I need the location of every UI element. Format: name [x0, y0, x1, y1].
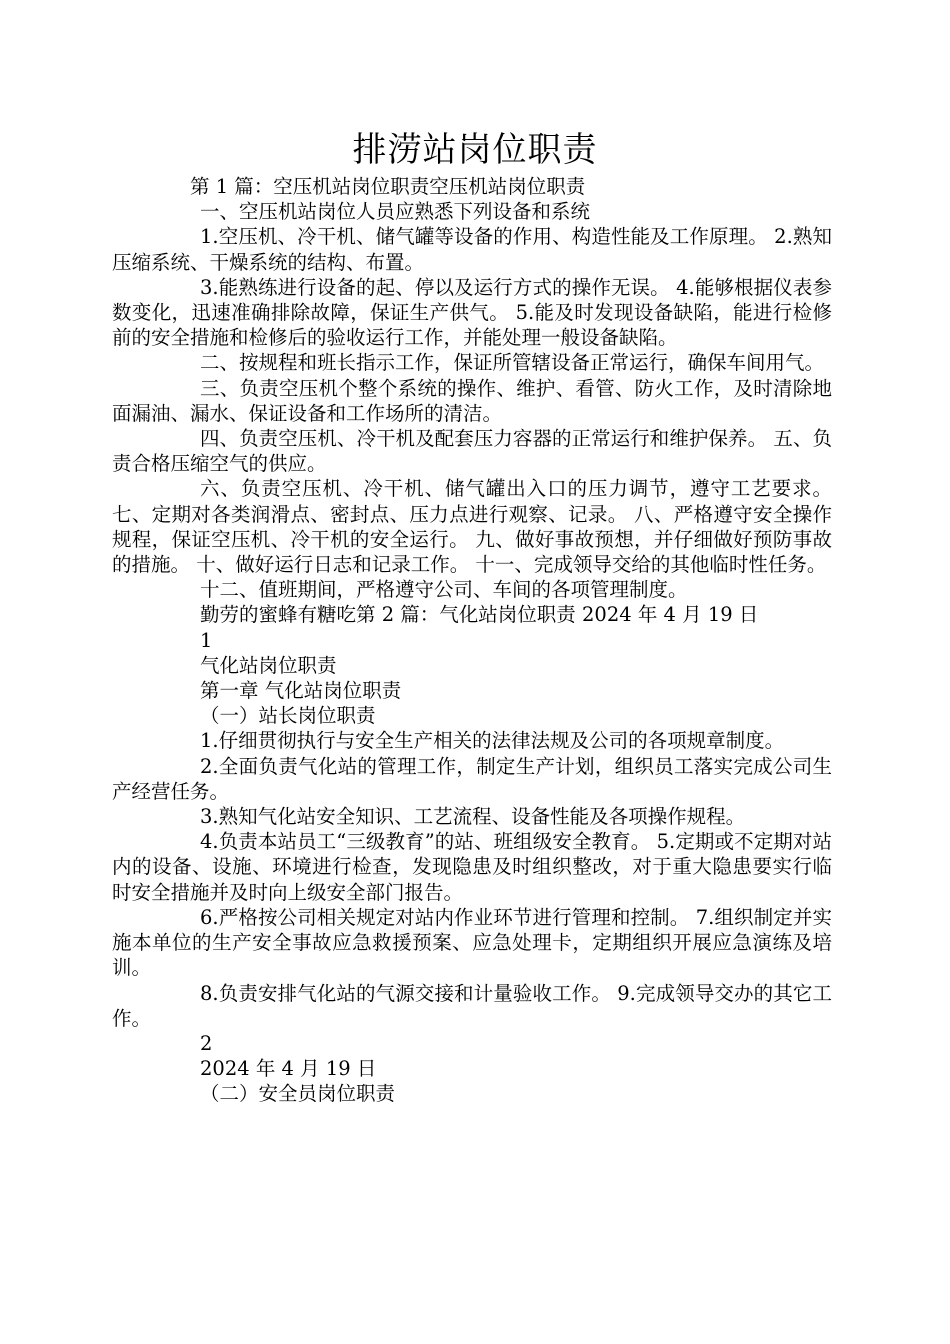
paragraph: 气化站岗位职责: [200, 653, 337, 677]
document-title: 排涝站岗位职责: [352, 130, 598, 170]
paragraph: 三、负责空压机个整个系统的操作、维护、看管、防火工作，及时清除地面漏油、漏水、保证设备和工作场所的清洁。: [112, 376, 832, 425]
page-number: 2: [200, 1031, 213, 1055]
paragraph: 六、负责空压机、冷干机、储气罐出入口的压力调节，遵守工艺要求。 七、定期对各类润滑点、密封点、压力点进行观察、记录。 八、严格遵守安全操作规程，保证空压机、冷干机的安全运行。 九、做好事故预想，并仔细做好预防事故的措施。 十、做好运行日志和记录工作。 十一、完成领导交给的其他临时性任务。: [112, 477, 832, 577]
paragraph: 3.熟知气化站安全知识、工艺流程、设备性能及各项操作规程。: [200, 805, 746, 829]
paragraph: 8.负责安排气化站的气源交接和计量验收工作。 9.完成领导交办的其它工作。: [112, 981, 832, 1030]
section-heading: （一）站长岗位职责: [200, 704, 376, 728]
date-line: 2024 年 4 月 19 日: [200, 1057, 377, 1081]
paragraph: 2.全面负责气化站的管理工作，制定生产计划，组织员工落实完成公司生产经营任务。: [112, 754, 832, 803]
section-heading: （二）安全员岗位职责: [200, 1082, 396, 1106]
paragraph: 1.空压机、冷干机、储气罐等设备的作用、构造性能及工作原理。 2.熟知压缩系统、干燥系统的结构、布置。: [112, 225, 832, 274]
paragraph: 二、按规程和班长指示工作，保证所管辖设备正常运行，确保车间用气。: [200, 351, 825, 375]
paragraph: 4.负责本站员工“三级教育”的站、班组级安全教育。 5.定期或不定期对站内的设备、设施、环境进行检查，发现隐患及时组织整改，对于重大隐患要实行临时安全措施并及时向上级安全部门报告。: [112, 830, 832, 904]
document-body: [112, 174, 832, 1107]
paragraph: 一、空压机站岗位人员应熟悉下列设备和系统: [200, 200, 591, 224]
paragraph: 第 1 篇：空压机站岗位职责空压机站岗位职责: [190, 175, 586, 198]
paragraph: 3.能熟练进行设备的起、停以及运行方式的操作无误。 4.能够根据仪表参数变化，迅速准确排除故障，保证生产供气。 5.能及时发现设备缺陷，能进行检修前的安全措施和检修后的验收运行工作，并能处理一般设备缺陷。: [112, 275, 832, 350]
paragraph: 6.严格按公司相关规定对站内作业环节进行管理和控制。 7.组织制定并实施本单位的生产安全事故应急救援预案、应急处理卡，定期组织开展应急演练及培训。: [112, 905, 832, 980]
paragraph: 勤劳的蜜蜂有糖吃第 2 篇：气化站岗位职责 2024 年 4 月 19 日: [200, 603, 759, 627]
paragraph: 四、负责空压机、冷干机及配套压力容器的正常运行和维护保养。 五、负责合格压缩空气的供应。: [112, 427, 832, 476]
paragraph: 1.仔细贯彻执行与安全生产相关的法律法规及公司的各项规章制度。: [200, 729, 785, 753]
chapter-heading: 第一章 气化站岗位职责: [200, 679, 402, 703]
paragraph: 十二、值班期间，严格遵守公司、车间的各项管理制度。: [200, 578, 688, 602]
page-number: 1: [200, 628, 213, 652]
